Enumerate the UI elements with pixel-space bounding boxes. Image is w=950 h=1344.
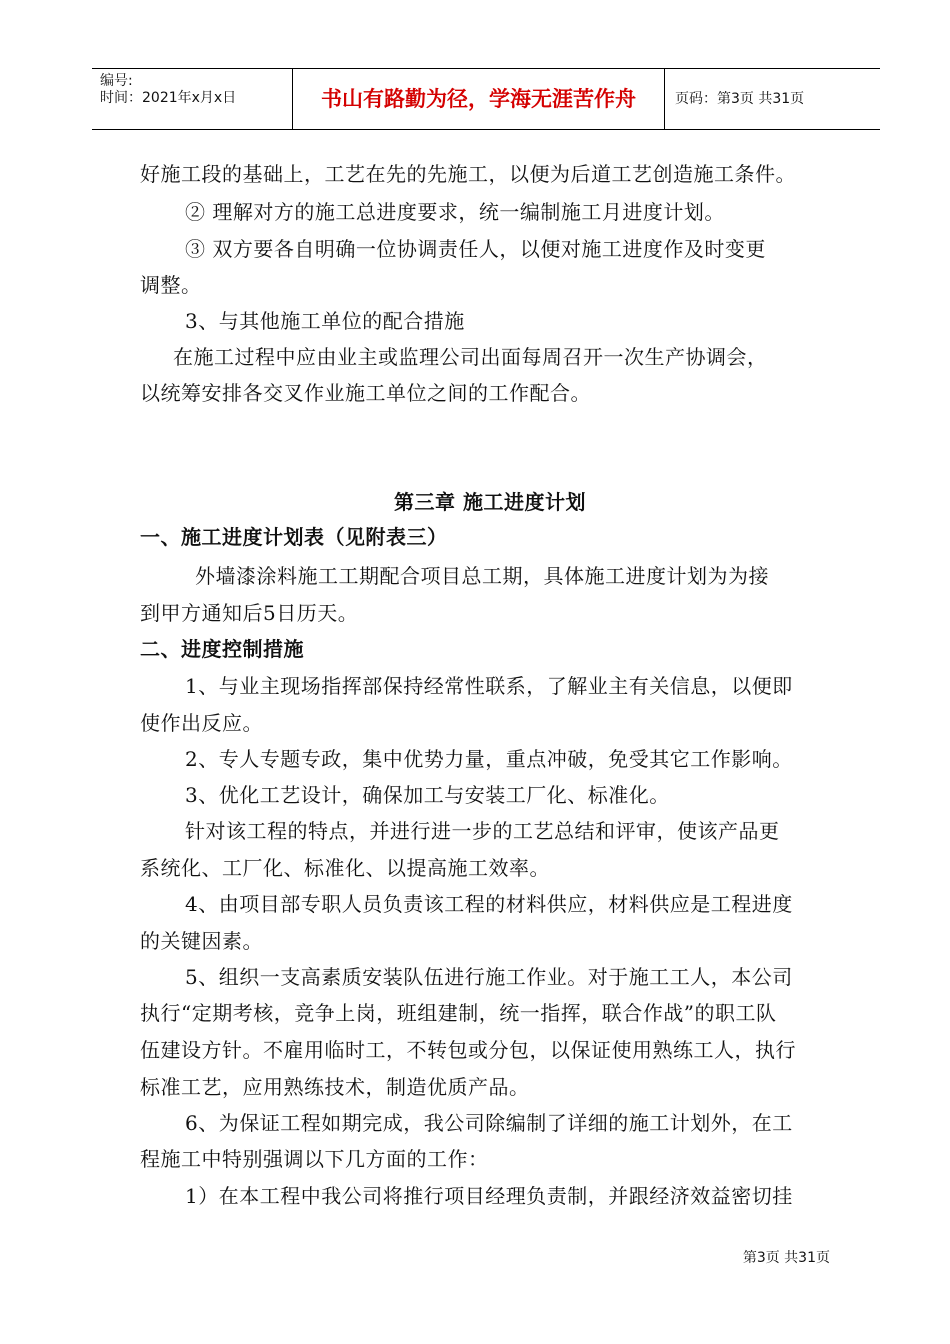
header-motto: 书山有路勤为径，学海无涯苦作舟 bbox=[292, 69, 665, 129]
body-line: 好施工段的基础上，工艺在先的先施工，以便为后道工艺创造施工条件。 bbox=[140, 162, 796, 186]
body-line: 2、专人专题专政，集中优势力量，重点冲破，免受其它工作影响。 bbox=[185, 747, 793, 771]
number-label: 编号: bbox=[100, 73, 133, 89]
section-heading: 一、施工进度计划表（见附表三） bbox=[140, 525, 448, 549]
section-heading: 二、进度控制措施 bbox=[140, 637, 304, 661]
body-line: 系统化、工厂化、标准化、以提高施工效率。 bbox=[140, 856, 550, 880]
time-label: 时间：2021年x月x日 bbox=[100, 90, 237, 106]
body-line: 1）在本工程中我公司将推行项目经理负责制，并跟经济效益密切挂 bbox=[185, 1184, 793, 1208]
body-line: 程施工中特别强调以下几方面的工作： bbox=[140, 1147, 489, 1171]
body-line: 标准工艺，应用熟练技术，制造优质产品。 bbox=[140, 1075, 530, 1099]
body-line: 外墙漆涂料施工工期配合项目总工期，具体施工进度计划为为接 bbox=[195, 564, 769, 588]
body-line: 的关键因素。 bbox=[140, 929, 263, 953]
body-line: 伍建设方针。不雇用临时工，不转包或分包，以保证使用熟练工人，执行 bbox=[140, 1038, 796, 1062]
page-header bbox=[92, 68, 880, 130]
body-line: 5、组织一支高素质安装队伍进行施工作业。对于施工工人，本公司 bbox=[185, 965, 793, 989]
body-line: 以统筹安排各交叉作业施工单位之间的工作配合。 bbox=[140, 381, 591, 405]
body-line: ② 理解对方的施工总进度要求，统一编制施工月进度计划。 bbox=[185, 200, 725, 224]
header-meta bbox=[92, 69, 292, 129]
body-line: ③ 双方要各自明确一位协调责任人，以便对施工进度作及时变更 bbox=[185, 237, 766, 261]
body-line: 调整。 bbox=[140, 273, 202, 297]
chapter-title: 第三章 施工进度计划 bbox=[394, 490, 586, 514]
header-page-label: 页码：第3页 共31页 bbox=[675, 91, 805, 107]
body-line: 6、为保证工程如期完成，我公司除编制了详细的施工计划外，在工 bbox=[185, 1111, 793, 1135]
body-line: 3、与其他施工单位的配合措施 bbox=[185, 309, 465, 333]
body-line: 到甲方通知后5日历天。 bbox=[140, 601, 359, 625]
body-line: 1、与业主现场指挥部保持经常性联系，了解业主有关信息，以便即 bbox=[185, 674, 793, 698]
body-line: 使作出反应。 bbox=[140, 711, 263, 735]
page-footer: 第3页 共31页 bbox=[742, 1250, 830, 1266]
body-line: 在施工过程中应由业主或监理公司出面每周召开一次生产协调会， bbox=[173, 345, 768, 369]
body-line: 3、优化工艺设计，确保加工与安装工厂化、标准化。 bbox=[185, 783, 670, 807]
body-line: 针对该工程的特点，并进行进一步的工艺总结和评审，使该产品更 bbox=[185, 819, 780, 843]
body-line: 执行“定期考核，竞争上岗，班组建制，统一指挥，联合作战”的职工队 bbox=[140, 1001, 777, 1025]
body-line: 4、由项目部专职人员负责该工程的材料供应，材料供应是工程进度 bbox=[185, 892, 793, 916]
